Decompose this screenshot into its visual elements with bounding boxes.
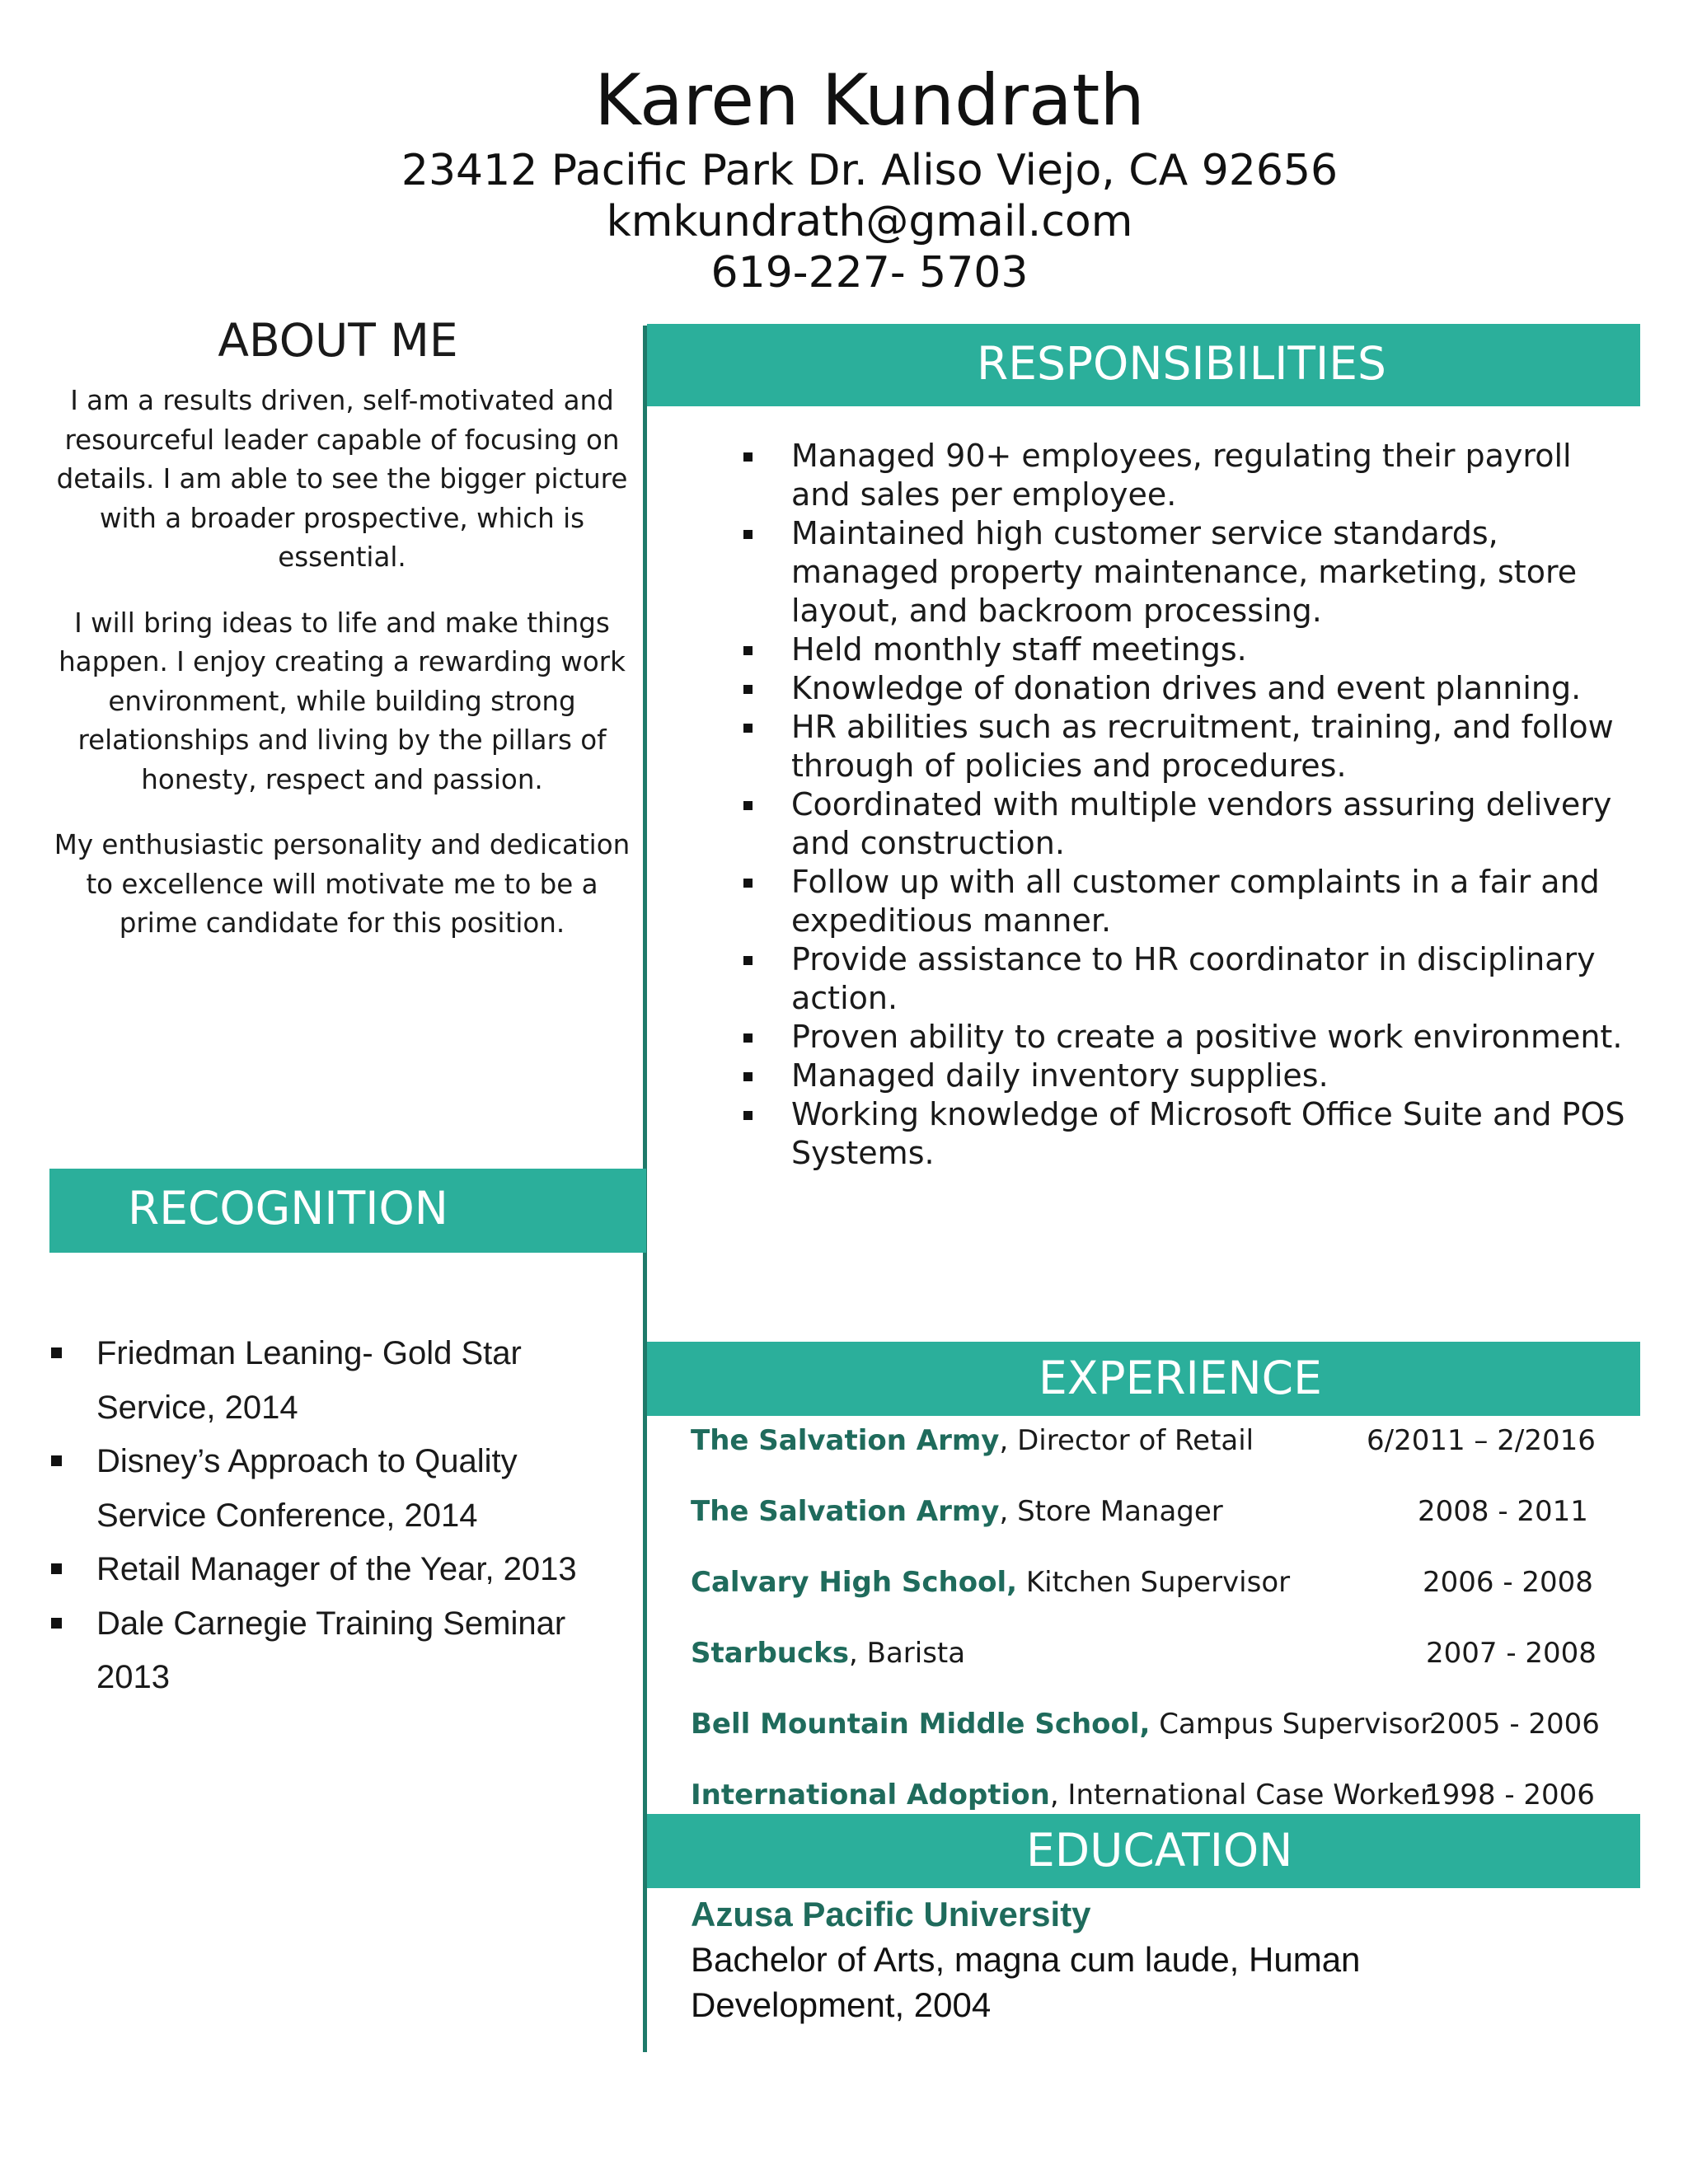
- responsibility-item: Managed 90+ employees, regulating their payroll and sales per employee.: [742, 437, 1632, 514]
- experience-entry: [691, 1633, 1614, 1674]
- recognition-item: Disney’s Approach to Quality Service Conference, 2014: [49, 1435, 626, 1543]
- experience-org: Bell Mountain Middle School,: [691, 1708, 1151, 1741]
- experience-dates: 6/2011 – 2/2016: [1367, 1424, 1596, 1457]
- education-degree: Bachelor of Arts, magna cum laude, Human Development, 2004: [691, 1940, 1361, 2024]
- experience-entry: [691, 1491, 1614, 1532]
- about-paragraph: I will bring ideas to life and make things happen. I enjoy creating a rewarding work environment, while building strong relationships and living by the pillars of honesty, respect and passion.: [59, 607, 626, 795]
- email: kmkundrath@gmail.com: [606, 197, 1133, 246]
- experience-role: , Director of Retail: [999, 1424, 1254, 1457]
- education-header: [647, 1814, 1640, 1888]
- responsibility-item: HR abilities such as recruitment, training, and follow through of policies and procedures.: [742, 708, 1632, 785]
- experience-header: [647, 1342, 1640, 1416]
- experience-entry: [691, 1774, 1614, 1816]
- address: 23412 Pacific Park Dr. Aliso Viejo, CA 92656: [401, 146, 1339, 195]
- experience-role: Kitchen Supervisor: [1017, 1566, 1291, 1599]
- responsibility-item: Held monthly staff meetings.: [742, 630, 1632, 669]
- experience-entry: [691, 1562, 1614, 1603]
- experience-org: The Salvation Army: [691, 1495, 1000, 1528]
- experience-role: , Store Manager: [999, 1495, 1223, 1528]
- recognition-list: [49, 1327, 626, 1705]
- education-title: EDUCATION: [1026, 1824, 1293, 1877]
- experience-role: , International Case Worker: [1049, 1779, 1432, 1811]
- responsibility-item: Maintained high customer service standards, managed property maintenance, marketing, store layout, and backroom processing.: [742, 514, 1632, 630]
- recognition-item: Dale Carnegie Training Seminar 2013: [49, 1597, 626, 1705]
- experience-org: International Adoption: [691, 1779, 1050, 1811]
- experience-dates: 1998 - 2006: [1424, 1779, 1595, 1811]
- recognition-item: Retail Manager of the Year, 2013: [49, 1543, 626, 1597]
- responsibility-item: Knowledge of donation drives and event planning.: [742, 669, 1632, 708]
- responsibility-item: Coordinated with multiple vendors assuring delivery and construction.: [742, 785, 1632, 863]
- recognition-title: RECOGNITION: [128, 1182, 448, 1235]
- about-body: [45, 382, 639, 970]
- education-school: Azusa Pacific University: [691, 1895, 1091, 1933]
- responsibilities-header: [647, 324, 1640, 406]
- experience-org: Starbucks: [691, 1637, 849, 1670]
- about-paragraph: I am a results driven, self-motivated and resourceful leader capable of focusing on details. I am able to see the bigger picture with a broader prospective, which is essential.: [56, 385, 628, 573]
- responsibility-item: Proven ability to create a positive work environment.: [742, 1018, 1632, 1057]
- experience-dates: 2006 - 2008: [1423, 1566, 1593, 1599]
- candidate-name: Karen Kundrath: [594, 59, 1145, 142]
- recognition-item: Friedman Leaning- Gold Star Service, 2014: [49, 1327, 626, 1435]
- experience-org: The Salvation Army: [691, 1424, 1000, 1457]
- experience-role: , Barista: [849, 1637, 966, 1670]
- responsibilities-title: RESPONSIBILITIES: [977, 337, 1386, 390]
- experience-org: Calvary High School,: [691, 1566, 1018, 1599]
- experience-role: Campus Supervisor: [1150, 1708, 1432, 1741]
- recognition-header: [49, 1169, 646, 1253]
- experience-dates: 2008 - 2011: [1418, 1495, 1588, 1528]
- about-paragraph: My enthusiastic personality and dedication to excellence will motivate me to be a prime candidate for this position.: [54, 829, 631, 939]
- responsibility-item: Working knowledge of Microsoft Office Suite and POS Systems.: [742, 1095, 1632, 1173]
- responsibilities-list: [742, 437, 1632, 1173]
- responsibility-item: Provide assistance to HR coordinator in disciplinary action.: [742, 940, 1632, 1018]
- about-title: ABOUT ME: [218, 314, 458, 367]
- experience-entry: [691, 1420, 1614, 1461]
- responsibility-item: Follow up with all customer complaints in a fair and expeditious manner.: [742, 863, 1632, 940]
- experience-dates: 2007 - 2008: [1426, 1637, 1597, 1670]
- experience-title: EXPERIENCE: [1039, 1352, 1322, 1404]
- experience-dates: 2005 - 2006: [1429, 1708, 1600, 1741]
- experience-entry: [691, 1704, 1614, 1745]
- phone: 619-227- 5703: [710, 248, 1029, 298]
- responsibility-item: Managed daily inventory supplies.: [742, 1057, 1632, 1095]
